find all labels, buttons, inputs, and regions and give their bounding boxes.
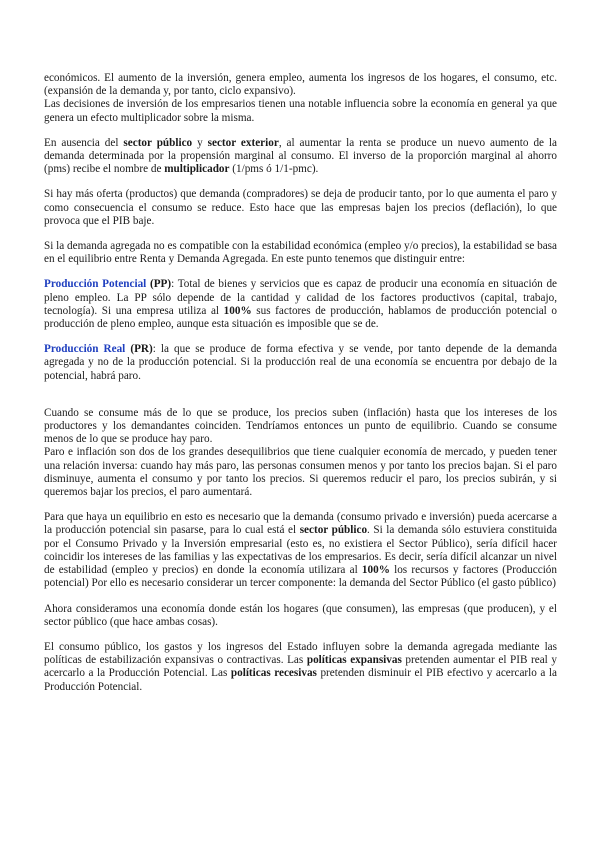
- bold-term: sector público: [299, 524, 368, 537]
- paragraph-11: Ahora consideramos una economía donde están los hogares (que consumen), las empresas (que producen), y el sector público (que hace ambas cosas).: [44, 602, 557, 628]
- paragraph-8: Cuando se consume más de lo que se produce, los precios suben (inflación) hasta que los intereses de los productores y los demandantes coinciden. Tendríamos entonces un punto de equilibrio. Cuando se consume menos de lo que se produce hay paro.: [44, 406, 557, 446]
- paragraph-10: Para que haya un equilibrio en esto es necesario que la demanda (consumo privado e inversión) pueda acercarse a la producción potencial sin pasarse, para lo cual está el sector público. Si la demanda sólo estuviera constituida por el Consumo Privado y la Inversión empresarial (esto es, no existiera el Sector Público), sería difícil hacer coincidir los intereses de las familias y las expectativas de los empresarios. Es decir, sería difícil alcanzar un nivel de estabilidad (empleo y precios) en donde la economía utilizara al 100% los recursos y factores (Producción potencial) Por ello es necesario considerar un tercer componente: la demanda del Sector Público (el gasto público): [44, 511, 558, 590]
- paragraph-real-production: Producción Real (PR): la que se produce de forma efectiva y se vende, por tanto depende de la demanda agregada y no de la producción potencial. Si la producción real de una economía se encuentra por debajo de la potencial, habrá paro.: [44, 343, 557, 382]
- paragraph-12: El consumo público, los gastos y los ingresos del Estado influyen sobre la demanda agregada mediante las políticas de estabilización expansivas o contractivas. Las políticas expansivas pretenden aumentar el PIB real y acercarlo a la Producción Potencial. Las políticas recesivas pretenden disminuir el PIB efectivo y acercarlo a la Producción Potencial.: [44, 640, 557, 693]
- paragraph-5: Si la demanda agregada no es compatible con la estabilidad económica (empleo y/o precios), la estabilidad se basa en el equilibrio entre Renta y Demanda Agregada. En este punto tenemos que distinguir entre:: [44, 240, 557, 266]
- paragraph-1: económicos. El aumento de la inversión, genera empleo, aumenta los ingresos de los hogares, el consumo, etc. (expansión de la demanda y, por tanto, ciclo expansivo).: [44, 72, 557, 98]
- paragraph-3: En ausencia del sector público y sector exterior, al aumentar la renta se produce un nuevo aumento de la demanda determinada por la propensión marginal al consumo. El inverso de la proporción marginal al ahorro (pms) recibe el nombre de multiplicador (1/pms ó 1/1-pmc).: [44, 136, 558, 176]
- bold-term: políticas expansivas: [306, 654, 402, 667]
- bold-term: multiplicador: [164, 163, 230, 176]
- term-produccion-real: Producción Real: [44, 343, 126, 356]
- paragraph-9: Paro e inflación son dos de los grandes desequilibrios que tiene cualquier economía de mercado, y pueden tener una relación inversa: cuando hay más paro, las personas consumen menos y por tanto los precios bajan. Si el paro disminuye, aumenta el consumo y por tanto los precios. Si queremos reducir el paro, los precios subirán, y si queremos bajar los precios, el paro aumentará.: [44, 446, 557, 499]
- bold-term: políticas recesivas: [230, 667, 317, 680]
- document-page: [44, 72, 557, 694]
- paragraph-2: Las decisiones de inversión de los empresarios tienen una notable influencia sobre la economía en general ya que genera un efecto multiplicador sobre la misma.: [44, 98, 557, 124]
- bold-term: sector público: [123, 136, 193, 149]
- paragraph-4: Si hay más oferta (productos) que demanda (compradores) se deja de producir tanto, por lo que aumenta el paro y como consecuencia el consumo se reduce. Esto hace que las empresas bajen los precios (deflación), lo que provoca que el PIB baje.: [44, 188, 557, 227]
- paragraph-potential-production: Producción Potencial (PP): Total de bienes y servicios que es capaz de producir una economía en situación de pleno empleo. La PP sólo depende de la cantidad y calidad de los factores productivos (capital, trabajo, tecnología). Si una empresa utiliza al 100% sus factores de producción, hablamos de producción potencial o producción de pleno empleo, aunque esta situación es imposible que se de.: [44, 278, 558, 331]
- term-produccion-potencial: Producción Potencial: [44, 278, 147, 291]
- bold-term: sector exterior: [207, 136, 279, 149]
